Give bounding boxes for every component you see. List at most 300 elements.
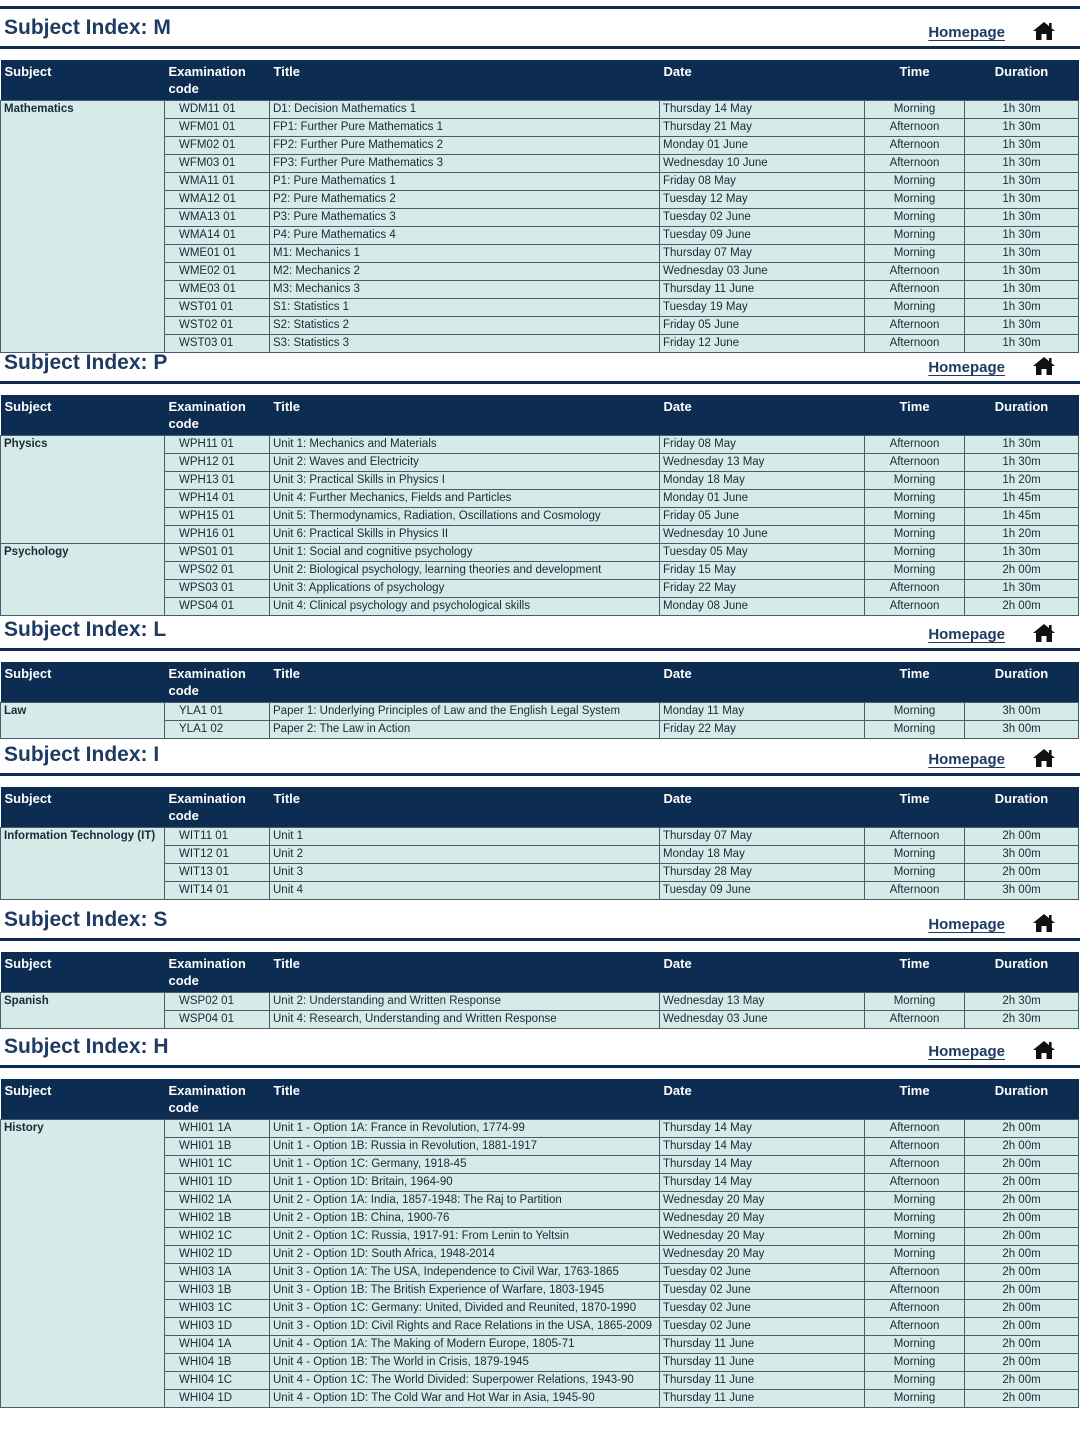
- column-header-duration: Duration: [965, 952, 1079, 993]
- subject-cell: Mathematics: [1, 101, 165, 353]
- exam-code-cell: WDM11 01: [165, 101, 270, 119]
- date-cell: Tuesday 02 June: [660, 1300, 865, 1318]
- section-rule: [0, 1065, 1080, 1068]
- duration-cell: 1h 30m: [965, 281, 1079, 299]
- title-cell: Unit 4 - Option 1C: The World Divided: Superpower Relations, 1943-90: [270, 1372, 660, 1390]
- duration-cell: 1h 30m: [965, 155, 1079, 173]
- title-cell: Unit 4: [270, 882, 660, 900]
- time-cell: Morning: [865, 993, 965, 1011]
- title-cell: Unit 6: Practical Skills in Physics II: [270, 526, 660, 544]
- date-cell: Friday 15 May: [660, 562, 865, 580]
- duration-cell: 1h 30m: [965, 454, 1079, 472]
- exam-table: [0, 60, 1079, 353]
- table-row: [1, 703, 1079, 721]
- column-header-code: Examination code: [165, 1079, 270, 1120]
- time-cell: Morning: [865, 508, 965, 526]
- duration-cell: 1h 30m: [965, 101, 1079, 119]
- duration-cell: 1h 30m: [965, 173, 1079, 191]
- exam-code-cell: WMA11 01: [165, 173, 270, 191]
- section-rule: [0, 381, 1080, 384]
- duration-cell: 2h 00m: [965, 1264, 1079, 1282]
- title-cell: FP3: Further Pure Mathematics 3: [270, 155, 660, 173]
- date-cell: Thursday 11 June: [660, 281, 865, 299]
- time-cell: Morning: [865, 721, 965, 739]
- section-header: [0, 616, 1080, 648]
- home-icon[interactable]: [1032, 913, 1056, 933]
- date-cell: Tuesday 09 June: [660, 882, 865, 900]
- exam-code-cell: WPS01 01: [165, 544, 270, 562]
- duration-cell: 1h 30m: [965, 209, 1079, 227]
- column-header-code: Examination code: [165, 395, 270, 436]
- time-cell: Afternoon: [865, 119, 965, 137]
- title-cell: P1: Pure Mathematics 1: [270, 173, 660, 191]
- exam-table: [0, 952, 1079, 1029]
- time-cell: Afternoon: [865, 335, 965, 353]
- column-header-time: Time: [865, 395, 965, 436]
- time-cell: Afternoon: [865, 882, 965, 900]
- column-header-title: Title: [270, 662, 660, 703]
- exam-code-cell: WHI01 1D: [165, 1174, 270, 1192]
- exam-code-cell: WPS02 01: [165, 562, 270, 580]
- column-header-date: Date: [660, 787, 865, 828]
- time-cell: Afternoon: [865, 1011, 965, 1029]
- duration-cell: 1h 30m: [965, 263, 1079, 281]
- duration-cell: 1h 45m: [965, 490, 1079, 508]
- duration-cell: 2h 00m: [965, 1192, 1079, 1210]
- home-icon[interactable]: [1032, 748, 1056, 768]
- top-rule: [0, 6, 1080, 9]
- column-header-code: Examination code: [165, 60, 270, 101]
- date-cell: Thursday 11 June: [660, 1372, 865, 1390]
- duration-cell: 2h 00m: [965, 1138, 1079, 1156]
- table-row: [1, 101, 1079, 119]
- duration-cell: 2h 00m: [965, 1120, 1079, 1138]
- section-title: Subject Index: S: [4, 908, 168, 931]
- duration-cell: 1h 30m: [965, 317, 1079, 335]
- time-cell: Afternoon: [865, 1156, 965, 1174]
- date-cell: Tuesday 02 June: [660, 1264, 865, 1282]
- date-cell: Monday 18 May: [660, 846, 865, 864]
- column-header-subject: Subject: [1, 952, 165, 993]
- date-cell: Thursday 14 May: [660, 1120, 865, 1138]
- exam-code-cell: YLA1 01: [165, 703, 270, 721]
- section-title: Subject Index: L: [4, 618, 167, 641]
- exam-code-cell: WFM03 01: [165, 155, 270, 173]
- date-cell: Friday 12 June: [660, 335, 865, 353]
- title-cell: P2: Pure Mathematics 2: [270, 191, 660, 209]
- exam-code-cell: WST01 01: [165, 299, 270, 317]
- date-cell: Wednesday 13 May: [660, 993, 865, 1011]
- duration-cell: 2h 00m: [965, 1210, 1079, 1228]
- time-cell: Afternoon: [865, 580, 965, 598]
- time-cell: Morning: [865, 526, 965, 544]
- section-header: [0, 14, 1080, 46]
- duration-cell: 2h 00m: [965, 562, 1079, 580]
- duration-cell: 2h 00m: [965, 1318, 1079, 1336]
- title-cell: Unit 2 - Option 1C: Russia, 1917-91: From Lenin to Yeltsin: [270, 1228, 660, 1246]
- duration-cell: 1h 30m: [965, 227, 1079, 245]
- exam-code-cell: WHI02 1B: [165, 1210, 270, 1228]
- column-header-time: Time: [865, 662, 965, 703]
- title-cell: Unit 1: Mechanics and Materials: [270, 436, 660, 454]
- column-header-date: Date: [660, 662, 865, 703]
- table-row: [1, 544, 1079, 562]
- column-header-time: Time: [865, 60, 965, 101]
- homepage-link[interactable]: Homepage: [928, 24, 1005, 41]
- time-cell: Morning: [865, 1372, 965, 1390]
- date-cell: Friday 22 May: [660, 580, 865, 598]
- column-header-subject: Subject: [1, 60, 165, 101]
- duration-cell: 2h 30m: [965, 1011, 1079, 1029]
- title-cell: Paper 2: The Law in Action: [270, 721, 660, 739]
- title-cell: Unit 2: [270, 846, 660, 864]
- time-cell: Morning: [865, 472, 965, 490]
- date-cell: Friday 05 June: [660, 317, 865, 335]
- time-cell: Afternoon: [865, 598, 965, 616]
- header-row: [1, 662, 1079, 703]
- exam-code-cell: WFM01 01: [165, 119, 270, 137]
- column-header-date: Date: [660, 395, 865, 436]
- column-header-title: Title: [270, 395, 660, 436]
- date-cell: Friday 05 June: [660, 508, 865, 526]
- exam-table: [0, 787, 1079, 900]
- title-cell: Unit 4 - Option 1A: The Making of Modern Europe, 1805-71: [270, 1336, 660, 1354]
- duration-cell: 1h 20m: [965, 472, 1079, 490]
- title-cell: Unit 1 - Option 1D: Britain, 1964-90: [270, 1174, 660, 1192]
- homepage-link[interactable]: Homepage: [928, 1043, 1005, 1060]
- subject-index-section: [0, 741, 1080, 896]
- date-cell: Wednesday 03 June: [660, 1011, 865, 1029]
- time-cell: Morning: [865, 544, 965, 562]
- duration-cell: 1h 30m: [965, 191, 1079, 209]
- header-row: [1, 1079, 1079, 1120]
- date-cell: Wednesday 13 May: [660, 454, 865, 472]
- duration-cell: 2h 00m: [965, 1300, 1079, 1318]
- duration-cell: 1h 30m: [965, 245, 1079, 263]
- exam-code-cell: WIT12 01: [165, 846, 270, 864]
- duration-cell: 1h 30m: [965, 335, 1079, 353]
- date-cell: Wednesday 20 May: [660, 1192, 865, 1210]
- exam-code-cell: WHI03 1D: [165, 1318, 270, 1336]
- duration-cell: 1h 30m: [965, 137, 1079, 155]
- column-header-code: Examination code: [165, 787, 270, 828]
- title-cell: M1: Mechanics 1: [270, 245, 660, 263]
- exam-code-cell: WHI04 1A: [165, 1336, 270, 1354]
- section-rule: [0, 938, 1080, 941]
- home-icon[interactable]: [1032, 21, 1056, 41]
- exam-code-cell: WPH13 01: [165, 472, 270, 490]
- exam-code-cell: WIT14 01: [165, 882, 270, 900]
- homepage-link[interactable]: Homepage: [928, 751, 1005, 768]
- section-header: [0, 1033, 1080, 1065]
- exam-code-cell: WHI03 1B: [165, 1282, 270, 1300]
- exam-code-cell: WHI03 1C: [165, 1300, 270, 1318]
- date-cell: Tuesday 02 June: [660, 1282, 865, 1300]
- duration-cell: 2h 00m: [965, 1228, 1079, 1246]
- duration-cell: 2h 00m: [965, 1336, 1079, 1354]
- time-cell: Morning: [865, 173, 965, 191]
- time-cell: Morning: [865, 1354, 965, 1372]
- time-cell: Afternoon: [865, 1138, 965, 1156]
- time-cell: Morning: [865, 864, 965, 882]
- date-cell: Wednesday 20 May: [660, 1210, 865, 1228]
- homepage-link[interactable]: Homepage: [928, 626, 1005, 643]
- exam-code-cell: WHI04 1B: [165, 1354, 270, 1372]
- title-cell: FP1: Further Pure Mathematics 1: [270, 119, 660, 137]
- title-cell: Unit 2: Understanding and Written Response: [270, 993, 660, 1011]
- section-header: [0, 741, 1080, 773]
- home-icon[interactable]: [1032, 356, 1056, 376]
- time-cell: Morning: [865, 209, 965, 227]
- column-header-date: Date: [660, 952, 865, 993]
- date-cell: Thursday 14 May: [660, 101, 865, 119]
- exam-code-cell: WHI01 1C: [165, 1156, 270, 1174]
- title-cell: Unit 3 - Option 1C: Germany: United, Divided and Reunited, 1870-1990: [270, 1300, 660, 1318]
- time-cell: Morning: [865, 846, 965, 864]
- exam-code-cell: WHI02 1D: [165, 1246, 270, 1264]
- exam-code-cell: WMA13 01: [165, 209, 270, 227]
- column-header-time: Time: [865, 1079, 965, 1120]
- date-cell: Friday 22 May: [660, 721, 865, 739]
- duration-cell: 2h 00m: [965, 1354, 1079, 1372]
- exam-code-cell: WMA14 01: [165, 227, 270, 245]
- column-header-title: Title: [270, 952, 660, 993]
- exam-code-cell: WMA12 01: [165, 191, 270, 209]
- column-header-date: Date: [660, 60, 865, 101]
- title-cell: M2: Mechanics 2: [270, 263, 660, 281]
- duration-cell: 1h 30m: [965, 119, 1079, 137]
- exam-code-cell: WME02 01: [165, 263, 270, 281]
- title-cell: S1: Statistics 1: [270, 299, 660, 317]
- column-header-subject: Subject: [1, 1079, 165, 1120]
- time-cell: Afternoon: [865, 1120, 965, 1138]
- column-header-duration: Duration: [965, 662, 1079, 703]
- section-rule: [0, 648, 1080, 651]
- date-cell: Wednesday 10 June: [660, 155, 865, 173]
- time-cell: Afternoon: [865, 828, 965, 846]
- title-cell: Unit 4: Research, Understanding and Written Response: [270, 1011, 660, 1029]
- column-header-duration: Duration: [965, 395, 1079, 436]
- table-row: [1, 993, 1079, 1011]
- date-cell: Thursday 07 May: [660, 245, 865, 263]
- title-cell: Unit 1: [270, 828, 660, 846]
- title-cell: Unit 4: Further Mechanics, Fields and Particles: [270, 490, 660, 508]
- column-header-duration: Duration: [965, 787, 1079, 828]
- time-cell: Afternoon: [865, 317, 965, 335]
- title-cell: Unit 3 - Option 1A: The USA, Independence to Civil War, 1763-1865: [270, 1264, 660, 1282]
- section-header: [0, 349, 1080, 381]
- exam-code-cell: YLA1 02: [165, 721, 270, 739]
- section-title: Subject Index: P: [4, 351, 168, 374]
- exam-code-cell: WIT13 01: [165, 864, 270, 882]
- exam-code-cell: WSP02 01: [165, 993, 270, 1011]
- title-cell: Unit 4 - Option 1D: The Cold War and Hot War in Asia, 1945-90: [270, 1390, 660, 1408]
- section-rule: [0, 46, 1080, 49]
- title-cell: Unit 5: Thermodynamics, Radiation, Oscillations and Cosmology: [270, 508, 660, 526]
- header-row: [1, 60, 1079, 101]
- exam-table: [0, 1079, 1079, 1408]
- date-cell: Wednesday 20 May: [660, 1246, 865, 1264]
- time-cell: Afternoon: [865, 263, 965, 281]
- exam-code-cell: WPS03 01: [165, 580, 270, 598]
- subject-index-section: [0, 349, 1080, 612]
- time-cell: Morning: [865, 191, 965, 209]
- column-header-code: Examination code: [165, 662, 270, 703]
- title-cell: Unit 1: Social and cognitive psychology: [270, 544, 660, 562]
- table-row: [1, 1120, 1079, 1138]
- time-cell: Morning: [865, 245, 965, 263]
- date-cell: Monday 08 June: [660, 598, 865, 616]
- date-cell: Monday 01 June: [660, 490, 865, 508]
- duration-cell: 1h 20m: [965, 526, 1079, 544]
- homepage-link[interactable]: Homepage: [928, 916, 1005, 933]
- time-cell: Afternoon: [865, 1318, 965, 1336]
- subject-index-section: [0, 14, 1080, 349]
- title-cell: Unit 3: [270, 864, 660, 882]
- exam-code-cell: WHI01 1A: [165, 1120, 270, 1138]
- title-cell: P3: Pure Mathematics 3: [270, 209, 660, 227]
- duration-cell: 2h 00m: [965, 1174, 1079, 1192]
- duration-cell: 2h 00m: [965, 1282, 1079, 1300]
- title-cell: Unit 1 - Option 1A: France in Revolution, 1774-99: [270, 1120, 660, 1138]
- time-cell: Morning: [865, 1210, 965, 1228]
- exam-code-cell: WPH12 01: [165, 454, 270, 472]
- title-cell: Unit 3: Applications of psychology: [270, 580, 660, 598]
- date-cell: Thursday 14 May: [660, 1138, 865, 1156]
- duration-cell: 3h 00m: [965, 846, 1079, 864]
- duration-cell: 1h 30m: [965, 544, 1079, 562]
- exam-code-cell: WHI02 1C: [165, 1228, 270, 1246]
- subject-index-section: [0, 616, 1080, 735]
- duration-cell: 1h 45m: [965, 508, 1079, 526]
- date-cell: Thursday 11 June: [660, 1390, 865, 1408]
- exam-table: [0, 395, 1079, 616]
- duration-cell: 3h 00m: [965, 703, 1079, 721]
- date-cell: Friday 08 May: [660, 173, 865, 191]
- subject-index-section: [0, 1033, 1080, 1404]
- time-cell: Morning: [865, 703, 965, 721]
- duration-cell: 3h 00m: [965, 721, 1079, 739]
- section-header: [0, 906, 1080, 938]
- time-cell: Afternoon: [865, 155, 965, 173]
- title-cell: Unit 1 - Option 1B: Russia in Revolution, 1881-1917: [270, 1138, 660, 1156]
- column-header-title: Title: [270, 60, 660, 101]
- header-row: [1, 395, 1079, 436]
- time-cell: Afternoon: [865, 1282, 965, 1300]
- time-cell: Afternoon: [865, 137, 965, 155]
- time-cell: Afternoon: [865, 454, 965, 472]
- duration-cell: 2h 00m: [965, 1390, 1079, 1408]
- duration-cell: 2h 00m: [965, 1372, 1079, 1390]
- column-header-title: Title: [270, 1079, 660, 1120]
- title-cell: P4: Pure Mathematics 4: [270, 227, 660, 245]
- title-cell: Unit 2 - Option 1B: China, 1900-76: [270, 1210, 660, 1228]
- date-cell: Tuesday 12 May: [660, 191, 865, 209]
- date-cell: Thursday 28 May: [660, 864, 865, 882]
- duration-cell: 2h 30m: [965, 993, 1079, 1011]
- date-cell: Monday 11 May: [660, 703, 865, 721]
- duration-cell: 2h 00m: [965, 1246, 1079, 1264]
- date-cell: Thursday 11 June: [660, 1354, 865, 1372]
- time-cell: Morning: [865, 1192, 965, 1210]
- time-cell: Morning: [865, 1336, 965, 1354]
- title-cell: Unit 1 - Option 1C: Germany, 1918-45: [270, 1156, 660, 1174]
- title-cell: Unit 3: Practical Skills in Physics I: [270, 472, 660, 490]
- date-cell: Friday 08 May: [660, 436, 865, 454]
- date-cell: Tuesday 09 June: [660, 227, 865, 245]
- time-cell: Morning: [865, 227, 965, 245]
- exam-code-cell: WPS04 01: [165, 598, 270, 616]
- exam-code-cell: WIT11 01: [165, 828, 270, 846]
- title-cell: Unit 2: Waves and Electricity: [270, 454, 660, 472]
- date-cell: Monday 18 May: [660, 472, 865, 490]
- time-cell: Morning: [865, 562, 965, 580]
- column-header-time: Time: [865, 787, 965, 828]
- subject-cell: History: [1, 1120, 165, 1408]
- title-cell: Unit 4 - Option 1B: The World in Crisis, 1879-1945: [270, 1354, 660, 1372]
- date-cell: Tuesday 02 June: [660, 1318, 865, 1336]
- subject-index-section: [0, 906, 1080, 1025]
- time-cell: Morning: [865, 1246, 965, 1264]
- time-cell: Afternoon: [865, 281, 965, 299]
- time-cell: Afternoon: [865, 1174, 965, 1192]
- title-cell: Paper 1: Underlying Principles of Law and the English Legal System: [270, 703, 660, 721]
- date-cell: Thursday 11 June: [660, 1336, 865, 1354]
- table-row: [1, 436, 1079, 454]
- time-cell: Morning: [865, 299, 965, 317]
- home-icon[interactable]: [1032, 623, 1056, 643]
- date-cell: Thursday 14 May: [660, 1174, 865, 1192]
- exam-code-cell: WST03 01: [165, 335, 270, 353]
- home-icon[interactable]: [1032, 1040, 1056, 1060]
- section-rule: [0, 773, 1080, 776]
- exam-table: [0, 662, 1079, 739]
- exam-code-cell: WME03 01: [165, 281, 270, 299]
- duration-cell: 1h 30m: [965, 436, 1079, 454]
- title-cell: FP2: Further Pure Mathematics 2: [270, 137, 660, 155]
- date-cell: Tuesday 05 May: [660, 544, 865, 562]
- subject-cell: Psychology: [1, 544, 165, 616]
- exam-code-cell: WME01 01: [165, 245, 270, 263]
- subject-cell: Information Technology (IT): [1, 828, 165, 900]
- subject-cell: Law: [1, 703, 165, 739]
- title-cell: M3: Mechanics 3: [270, 281, 660, 299]
- exam-code-cell: WHI04 1D: [165, 1390, 270, 1408]
- homepage-link[interactable]: Homepage: [928, 359, 1005, 376]
- section-title: Subject Index: I: [4, 743, 160, 766]
- exam-code-cell: WHI01 1B: [165, 1138, 270, 1156]
- date-cell: Tuesday 19 May: [660, 299, 865, 317]
- time-cell: Morning: [865, 490, 965, 508]
- duration-cell: 2h 00m: [965, 864, 1079, 882]
- date-cell: Wednesday 03 June: [660, 263, 865, 281]
- date-cell: Wednesday 10 June: [660, 526, 865, 544]
- time-cell: Morning: [865, 1390, 965, 1408]
- duration-cell: 2h 00m: [965, 598, 1079, 616]
- exam-code-cell: WST02 01: [165, 317, 270, 335]
- title-cell: Unit 4: Clinical psychology and psychological skills: [270, 598, 660, 616]
- exam-code-cell: WPH14 01: [165, 490, 270, 508]
- column-header-subject: Subject: [1, 662, 165, 703]
- exam-code-cell: WHI02 1A: [165, 1192, 270, 1210]
- exam-code-cell: WPH16 01: [165, 526, 270, 544]
- column-header-duration: Duration: [965, 1079, 1079, 1120]
- exam-code-cell: WHI03 1A: [165, 1264, 270, 1282]
- duration-cell: 1h 30m: [965, 299, 1079, 317]
- title-cell: D1: Decision Mathematics 1: [270, 101, 660, 119]
- column-header-subject: Subject: [1, 787, 165, 828]
- date-cell: Wednesday 20 May: [660, 1228, 865, 1246]
